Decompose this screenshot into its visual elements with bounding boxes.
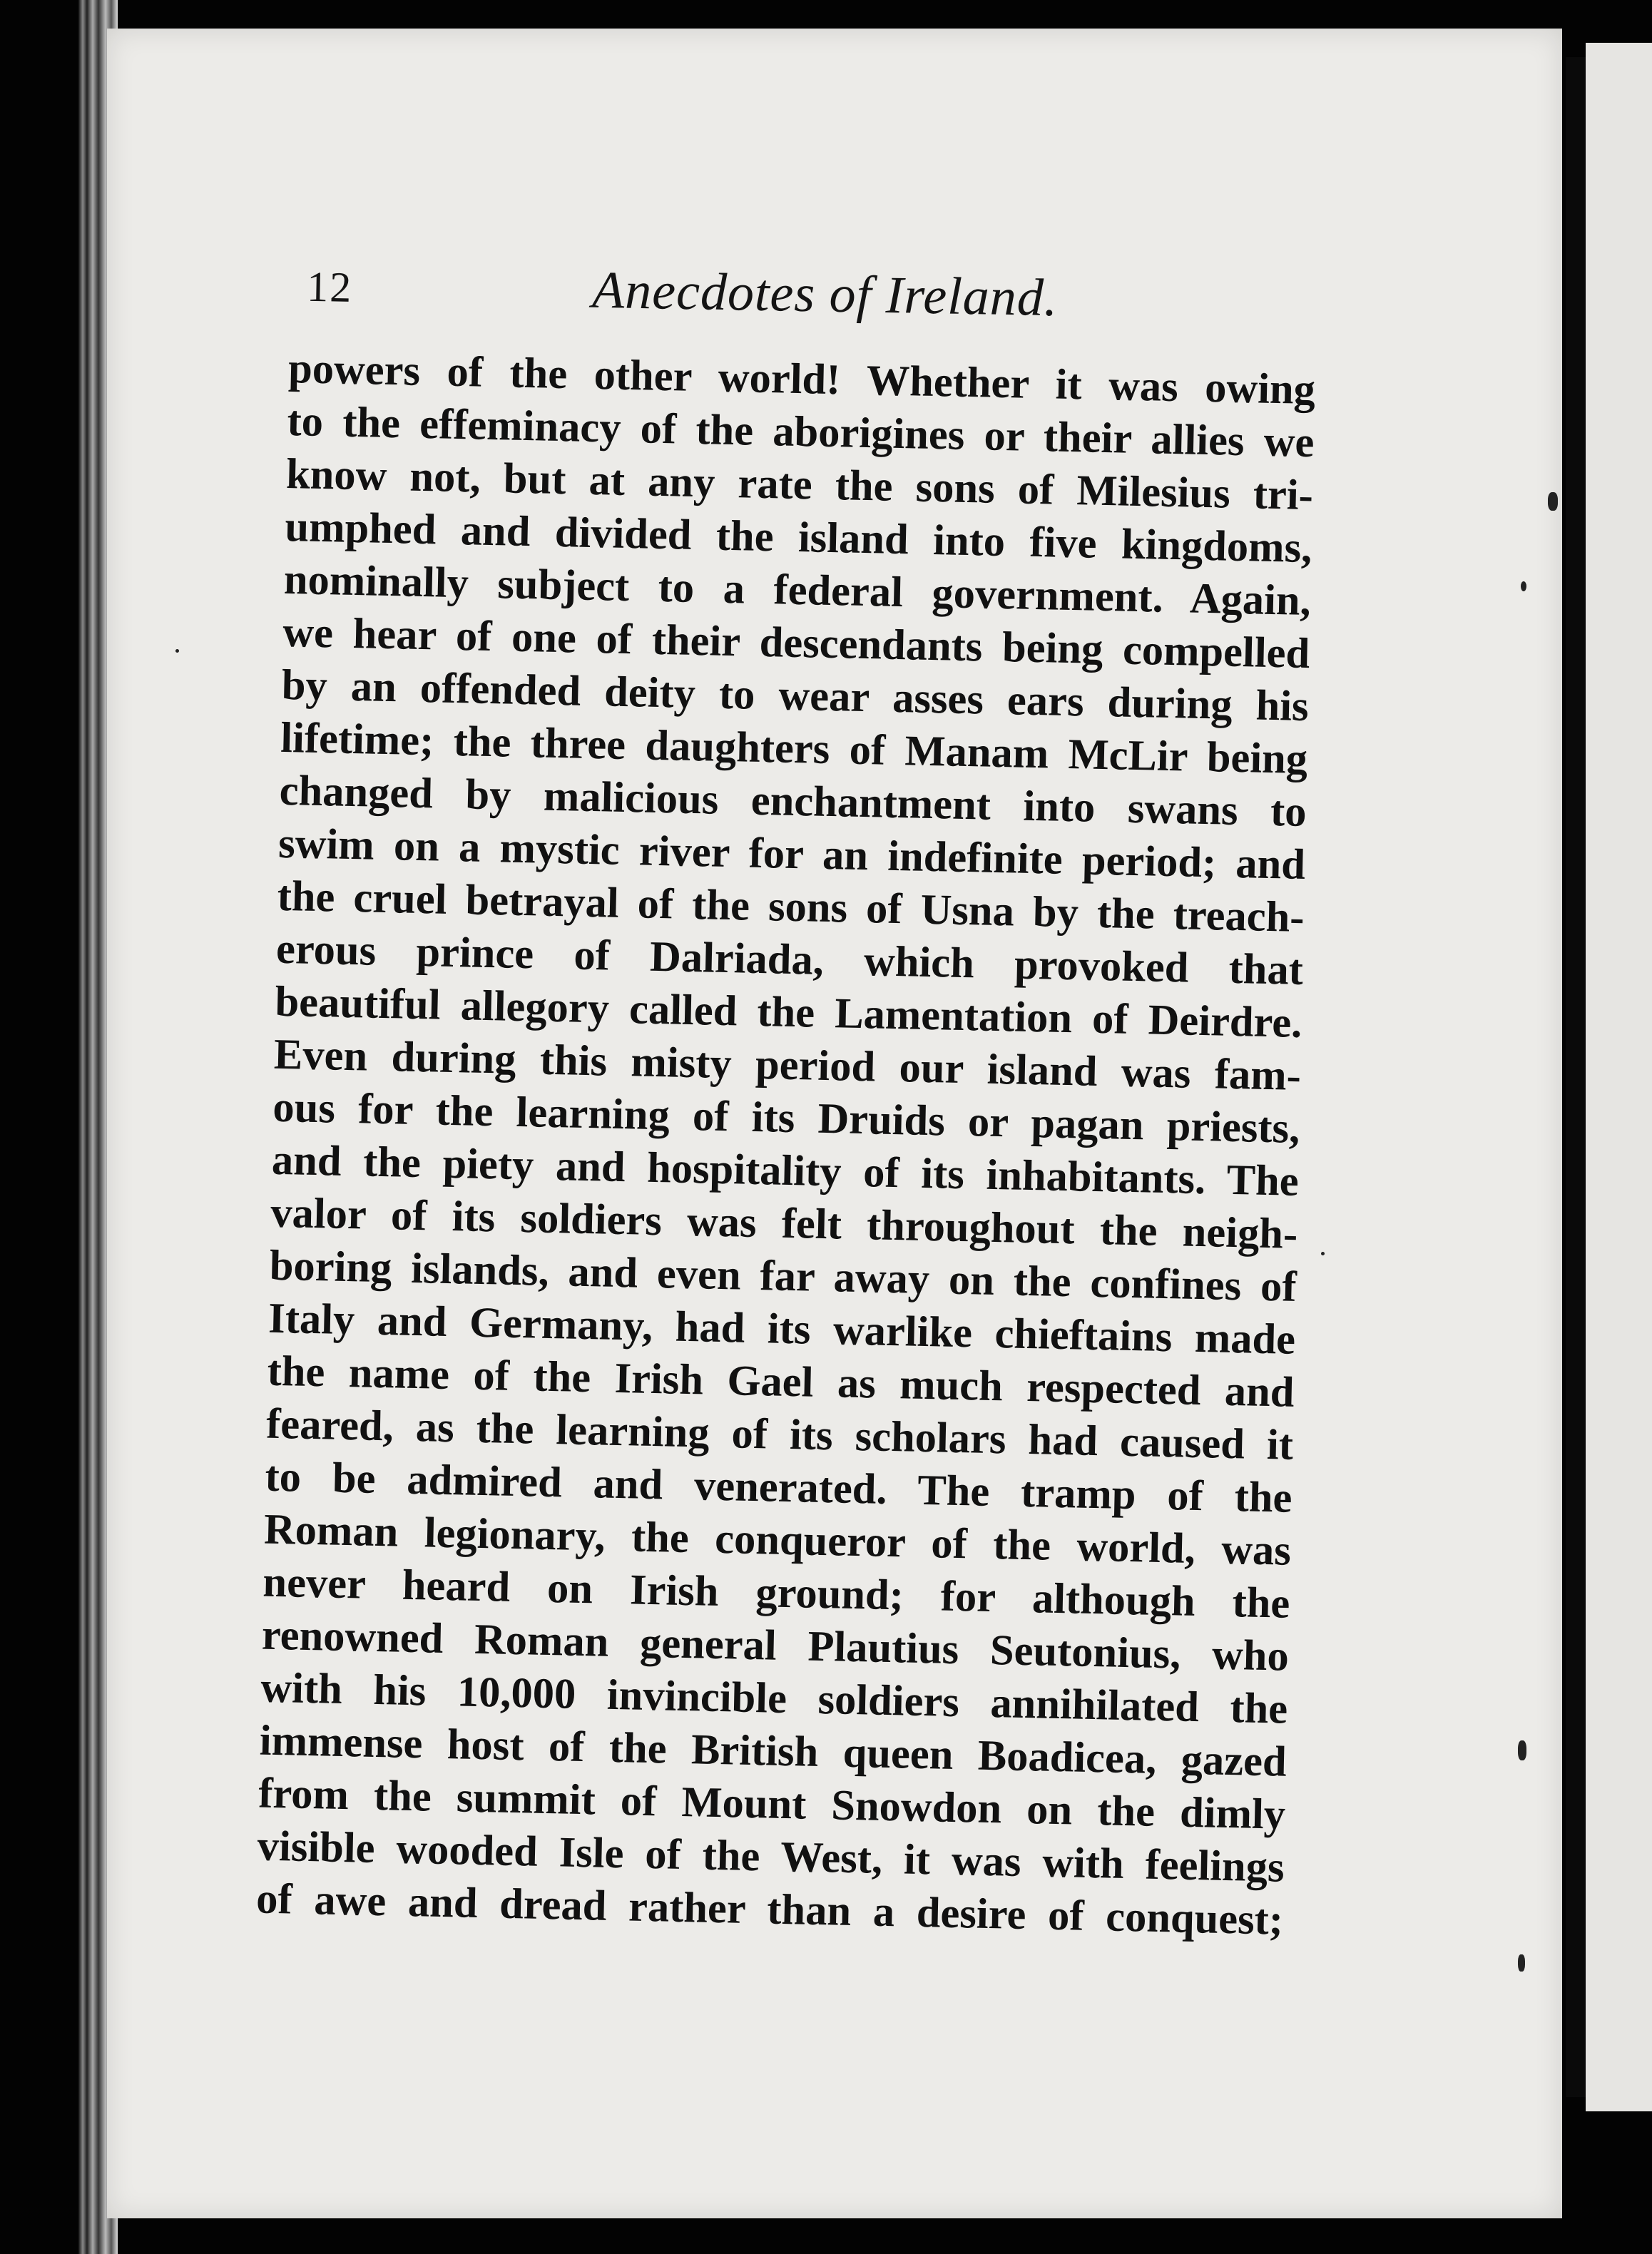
text-line: know not, but at any rate the sons of Milesius tri- <box>285 449 1314 520</box>
text-line: feared, as the learning of its scholars had caused it <box>265 1399 1294 1469</box>
text-line: ous for the learning of its Druids or pagan priests, <box>272 1083 1300 1153</box>
text-line: nominally subject to a federal government. Again, <box>283 555 1312 626</box>
text-line: never heard on Irish ground; for although the <box>262 1558 1290 1628</box>
scan-speck <box>1321 1252 1325 1255</box>
body-text <box>256 342 1316 1947</box>
text-line: to be admired and venerated. The tramp of the <box>264 1452 1293 1522</box>
text-line: boring islands, and even far away on the confines of <box>269 1241 1297 1311</box>
scan-speck <box>1518 1954 1525 1972</box>
text-line: Italy and Germany, had its warlike chieftains made <box>267 1294 1296 1364</box>
text-line: immense host of the British queen Boadicea, gazed <box>259 1716 1288 1786</box>
text-line: from the summit of Mount Snowdon on the dimly <box>258 1769 1286 1839</box>
scan-speck <box>175 649 179 653</box>
text-line: Even during this misty period our island was fam- <box>273 1030 1302 1100</box>
page-gutter <box>1566 57 1586 2097</box>
text-line: powers of the other world! Whether it was owing <box>287 344 1316 414</box>
text-line: lifetime; the three daughters of Manam McLir being <box>280 713 1308 784</box>
text-line: with his 10,000 invincible soldiers annihilated the <box>260 1663 1288 1733</box>
text-line: erous prince of Dalriada, which provoked that <box>275 924 1304 994</box>
text-line: swim on a mystic river for an indefinite period; and <box>277 819 1306 889</box>
scan-speck <box>1521 581 1526 591</box>
text-line: of awe and dread rather than a desire of conquest; <box>255 1875 1284 1944</box>
scan-speck <box>1518 1740 1526 1760</box>
text-line: renowned Roman general Plautius Seutonius, who <box>261 1611 1290 1681</box>
page-number: 12 <box>306 262 353 311</box>
text-line: umphed and divided the island into five kingdoms, <box>284 502 1312 573</box>
text-line: visible wooded Isle of the West, it was with feelings <box>257 1822 1285 1892</box>
text-line: to the effeminacy of the aborigines or their allies we <box>286 397 1315 467</box>
adjacent-page-edge <box>1586 43 1652 2111</box>
text-line: we hear of one of their descendants being compelled <box>282 608 1310 678</box>
scan-speck <box>1548 492 1558 511</box>
text-line: by an offended deity to wear asses ears during his <box>281 661 1310 731</box>
text-line: valor of its soldiers was felt throughout the neigh- <box>270 1188 1298 1258</box>
text-line: the cruel betrayal of the sons of Usna by the treach- <box>277 872 1305 942</box>
text-line: Roman legionary, the conqueror of the world, was <box>263 1505 1292 1575</box>
text-line: the name of the Irish Gael as much respected and <box>267 1347 1295 1417</box>
running-title: Anecdotes of Ireland. <box>591 260 1059 328</box>
text-line: beautiful allegory called the Lamentation of Deirdre. <box>274 977 1303 1047</box>
text-line: and the piety and hospitality of its inhabitants. The <box>271 1136 1300 1205</box>
text-line: changed by malicious enchantment into swans to <box>279 766 1307 837</box>
